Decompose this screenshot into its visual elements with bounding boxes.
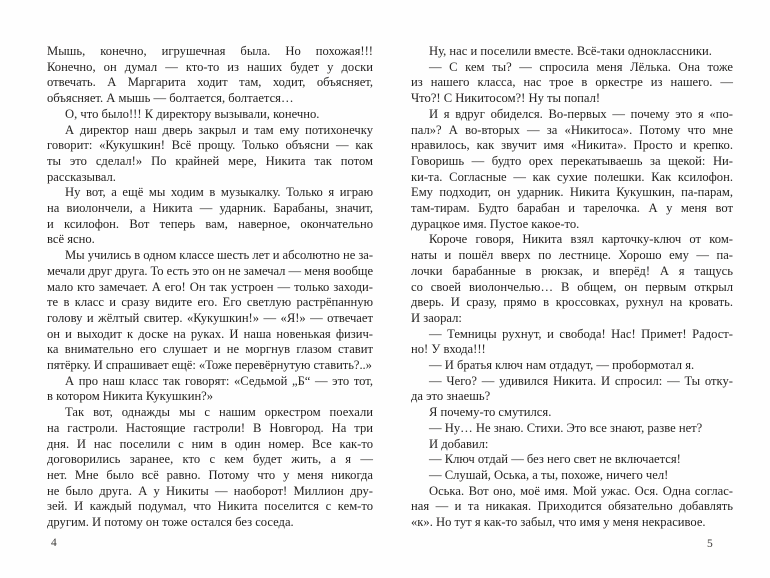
text-line: — Ну… Не знаю. Стихи. Это все знают, разве нет? xyxy=(429,420,703,435)
text-line: Ему подходит, он ударник. Никита Кукушкин, па-парам, xyxy=(411,185,733,200)
text-line: — И братья ключ нам отдадут, — пробормотал я. xyxy=(429,358,695,373)
paragraph xyxy=(47,123,373,186)
text-line: объясняет. А мышь — болтается, болтается… xyxy=(47,91,294,106)
paragraph xyxy=(411,44,733,60)
text-line: Короче говоря, Никита взял карточку-ключ от ком- xyxy=(429,232,733,247)
text-line: Мышь, конечно, игрушечная была. Но похожая!!! xyxy=(47,44,373,58)
text-line: И добавил: xyxy=(429,436,489,451)
paragraph xyxy=(411,484,733,531)
text-line: — Темницы рухнут, и свобода! Нас! Примет! Радост- xyxy=(429,326,733,341)
text-line: ная — и та никакая. Приходится обязательно добавлять xyxy=(411,499,733,514)
left-page-number: 4 xyxy=(51,537,57,549)
text-line: — Чего? — удивился Никита. И спросил: — Ты отку- xyxy=(429,373,733,388)
paragraph xyxy=(47,405,373,531)
paragraph xyxy=(411,327,733,358)
text-line: в котором Никита Кукушкин?» xyxy=(47,389,214,404)
text-line: и ксилофон. Вот теперь вам, наверное, окончательно xyxy=(47,216,373,231)
text-line: на гастроли. Настоящие гастроли! В Новгород. На три xyxy=(47,420,373,435)
text-line: лочки барабанные в рюкзак, и вперёд! А я тащусь xyxy=(411,263,733,278)
text-line: пал»? А во-вторых — за «Никитоса». Потому что мне xyxy=(411,122,733,137)
text-line: да это знаешь? xyxy=(411,389,491,404)
text-line: нравилось, как звучит имя «Никита». Просто и крепко. xyxy=(411,138,733,153)
text-line: там-тирам. Будто барабан и тарелочка. А у меня вот xyxy=(411,201,733,216)
paragraph xyxy=(411,437,733,453)
text-line: дня. И нас поселили с ним в один номер. Все как-то xyxy=(47,436,373,451)
text-line: нет. Мне было всё равно. Потому что у меня никогда xyxy=(47,467,373,482)
text-line: со своей виолончелью… В общем, он первым открыл xyxy=(411,279,733,294)
paragraph xyxy=(47,248,373,374)
text-line: на виолончели, а Никита — ударник. Барабаны, значит, xyxy=(47,201,373,216)
paragraph xyxy=(411,421,733,437)
text-line: из нашего класса, нас трое в оркестре из нашего. — xyxy=(411,75,733,90)
paragraph xyxy=(411,452,733,468)
text-line: зей. И каждый подумал, что Никита поселится с кем-то xyxy=(47,499,373,514)
text-line: не было друга. А у Никиты — наоборот! Миллион дру- xyxy=(47,483,373,498)
paragraph xyxy=(411,405,733,421)
paragraph xyxy=(47,107,373,123)
text-line: дурацкое имя. Пустое какое-то. xyxy=(411,216,580,231)
left-page-text xyxy=(47,44,373,531)
text-line: дверь. И сразу, прямо в кроссовках, рухнул на кровать. xyxy=(411,295,733,310)
text-line: Говоришь — будто орех перекатываешь за щекой: Ни- xyxy=(411,153,733,168)
text-line: отвечать. А Маргарита ходит там, ходит, объясняет, xyxy=(47,75,373,90)
text-line: Ну вот, а ещё мы ходим в музыкалку. Только я играю xyxy=(65,185,373,200)
text-line: ки-та. Согласные — как сухие полешки. Как ксилофон. xyxy=(411,169,733,184)
paragraph xyxy=(47,44,373,107)
text-line: Что?! С Никитосом?! Ну ты попал! xyxy=(411,91,601,106)
text-line: «к». Но тут я как-то забыл, что имя у меня некрасивое. xyxy=(411,515,706,530)
text-line: мало кто замечает. А его! Он так устроен — только заходи- xyxy=(47,279,373,294)
text-line: говорит: «Кукушкин! Всё прощу. Только объясни — как xyxy=(47,138,373,153)
text-line: мечали друг друга. То есть это он не замечал — меня вообще xyxy=(47,263,373,278)
text-line: А директор наш дверь закрыл и там ему потихонечку xyxy=(65,122,373,137)
text-line: О, что было!!! К директору вызывали, конечно. xyxy=(65,106,320,121)
paragraph xyxy=(47,374,373,405)
text-line: голову и жёлтый свитер. «Кукушкин!» — «Я!» — отвечает xyxy=(47,310,373,325)
paragraph xyxy=(47,185,373,248)
text-line: И я вдруг обиделся. Во-первых — почему это я «по- xyxy=(429,106,733,121)
text-line: всё ясно. xyxy=(47,232,95,247)
text-line: договорились заранее, кто с кем будет жить, а я — xyxy=(47,452,373,467)
text-line: — Ключ отдай — без него свет не включается! xyxy=(429,452,681,467)
paragraph xyxy=(411,358,733,374)
text-line: Конечно, он думал — кто-то из наших будет у доски xyxy=(47,59,373,74)
text-line: он и выходит к доске на руках. И наша новенькая физич- xyxy=(47,326,373,341)
paragraph xyxy=(411,107,733,233)
right-page-text xyxy=(411,44,733,531)
text-line: пятёрку. И спрашивает ещё: «Тоже перевёрнутую ставить?..» xyxy=(47,358,372,373)
text-line: А про наш класс так говорят: «Седьмой „Б“ — это тот, xyxy=(65,373,373,388)
text-line: Ну, нас и поселили вместе. Всё-таки одноклассники. xyxy=(429,44,712,58)
text-line: Мы учились в одном классе шесть лет и абсолютно не за- xyxy=(65,248,373,263)
text-line: И заорал: xyxy=(411,310,462,325)
paragraph xyxy=(411,468,733,484)
text-line: те в класс и сразу видите его. Его светлую растрёпанную xyxy=(47,295,373,310)
text-line: — С кем ты? — спросила меня Лёлька. Она тоже xyxy=(429,59,733,74)
text-line: рассказывал. xyxy=(47,169,116,184)
text-line: наты и пошёл вверх по лестнице. Хорошо ему — па- xyxy=(411,248,733,263)
text-line: Так вот, однажды мы с нашим оркестром поехали xyxy=(65,405,373,420)
text-line: но! У входа!!! xyxy=(411,342,486,357)
text-line: ка внимательно его слушает и не моргнув глазом ставит xyxy=(47,342,373,357)
text-line: Оська. Вот оно, моё имя. Мой ужас. Ося. Одна соглас- xyxy=(429,483,733,498)
text-line: Я почему-то смутился. xyxy=(429,405,552,420)
text-line: другим. И потому он тоже остался без соседа. xyxy=(47,515,294,530)
right-page-number: 5 xyxy=(707,538,713,550)
paragraph xyxy=(411,374,733,405)
paragraph xyxy=(411,60,733,107)
text-line: ты это сделал!» По крайней мере, Никита так потом xyxy=(47,153,373,168)
paragraph xyxy=(411,232,733,326)
text-line: — Слушай, Оська, а ты, похоже, ничего чел! xyxy=(429,467,669,482)
